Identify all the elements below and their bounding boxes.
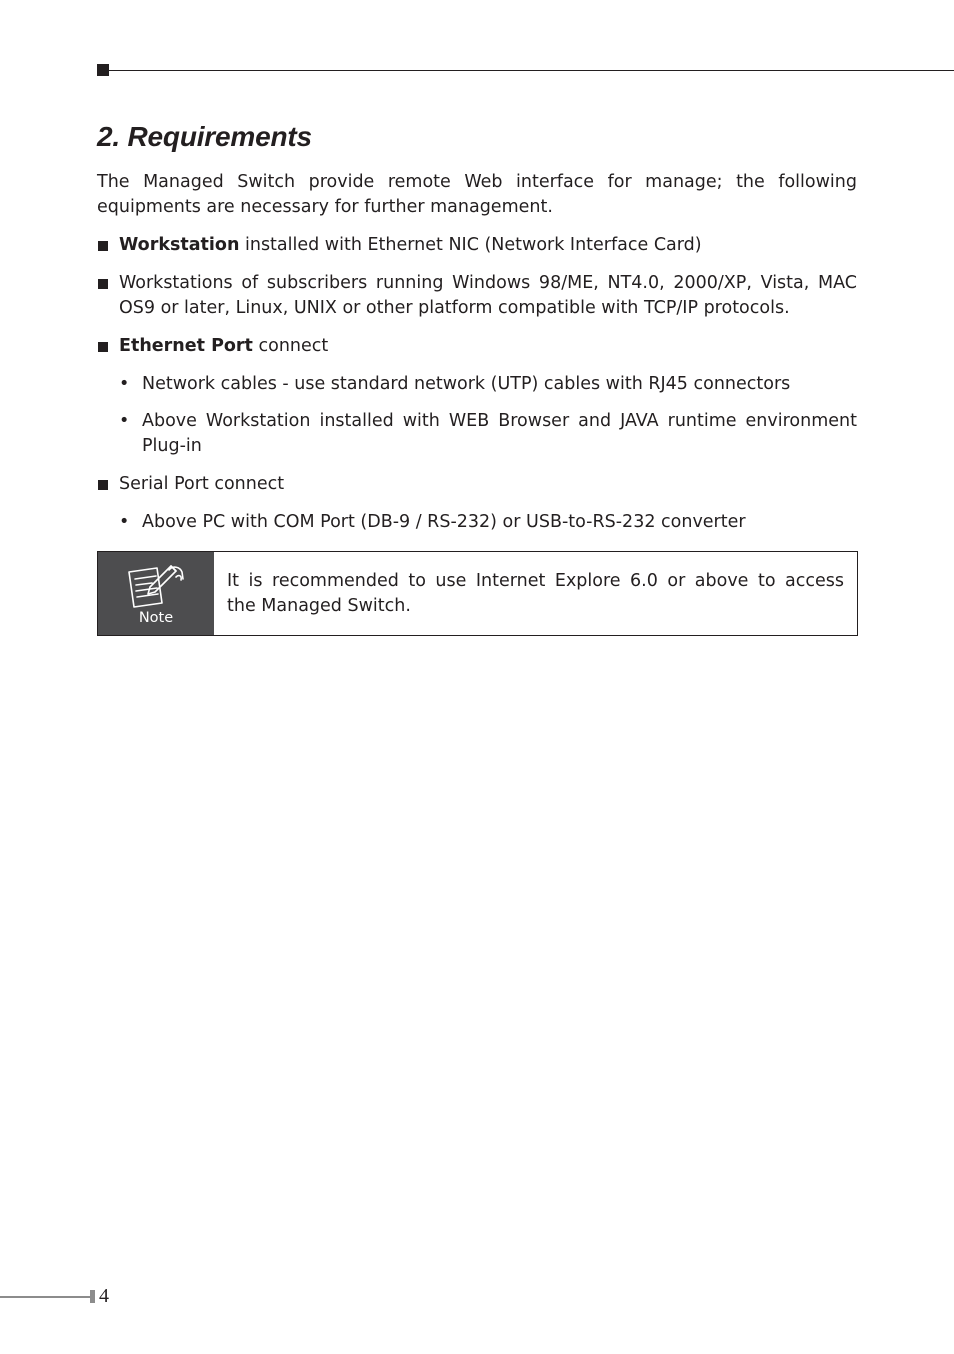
header-rule-square <box>97 64 109 76</box>
list-item-line-1: Workstations of subscribers running Windows 98/ME, NT4.0, 2000/XP, Vista, MAC <box>119 273 857 293</box>
list-item-ethernet-port <box>97 334 857 359</box>
square-bullet-icon <box>98 279 108 289</box>
page-number: 4 <box>99 1285 109 1307</box>
footer-rule <box>0 1296 90 1298</box>
square-bullet-icon <box>98 241 108 251</box>
page-footer <box>0 1287 130 1309</box>
note-label: Note <box>138 610 174 626</box>
section-body <box>97 170 857 535</box>
sub-item-network-cables <box>97 372 857 397</box>
list-item-line-2: OS9 or later, Linux, UNIX or other platform compatible with TCP/IP protocols. <box>119 298 790 318</box>
sub-item-text: Network cables - use standard network (UTP) cables with RJ45 connectors <box>142 374 791 394</box>
sub-item-com-port <box>97 510 857 535</box>
note-text <box>227 569 844 619</box>
dot-bullet-icon: • <box>119 374 130 394</box>
footer-rule-block <box>90 1290 95 1303</box>
sub-item-browser <box>97 409 857 459</box>
list-item-text: connect <box>252 336 329 356</box>
note-text-line-1: It is recommended to use Internet Explore 6.0 or above to access <box>227 571 844 591</box>
square-bullet-icon <box>98 342 108 352</box>
sub-item-line-1: Above Workstation installed with WEB Browser and JAVA runtime environment <box>142 411 857 431</box>
list-item-serial-port <box>97 472 857 497</box>
list-item-bold: Ethernet Port <box>119 336 253 356</box>
list-item-text: installed with Ethernet NIC (Network Interface Card) <box>239 235 702 255</box>
sub-item-text: Above PC with COM Port (DB-9 / RS-232) or USB-to-RS-232 converter <box>142 512 746 532</box>
list-item-text: Serial Port connect <box>119 474 285 494</box>
dot-bullet-icon: • <box>119 512 130 532</box>
dot-bullet-icon: • <box>119 411 130 431</box>
intro-line-1: The Managed Switch provide remote Web interface for manage; the following <box>97 172 857 192</box>
list-item-bold: Workstation <box>119 235 240 255</box>
square-bullet-icon <box>98 480 108 490</box>
note-box <box>97 551 858 636</box>
header-rule-line <box>109 70 954 71</box>
header-rule <box>97 64 954 77</box>
note-panel <box>98 552 214 635</box>
list-item-os <box>97 271 857 321</box>
section-title: 2. Requirements <box>97 121 312 152</box>
note-pencil-icon <box>126 563 186 609</box>
intro-line-2: equipments are necessary for further management. <box>97 197 553 217</box>
sub-item-line-2: Plug-in <box>142 436 202 456</box>
note-text-line-2: the Managed Switch. <box>227 596 411 616</box>
list-item-workstation <box>97 233 857 258</box>
